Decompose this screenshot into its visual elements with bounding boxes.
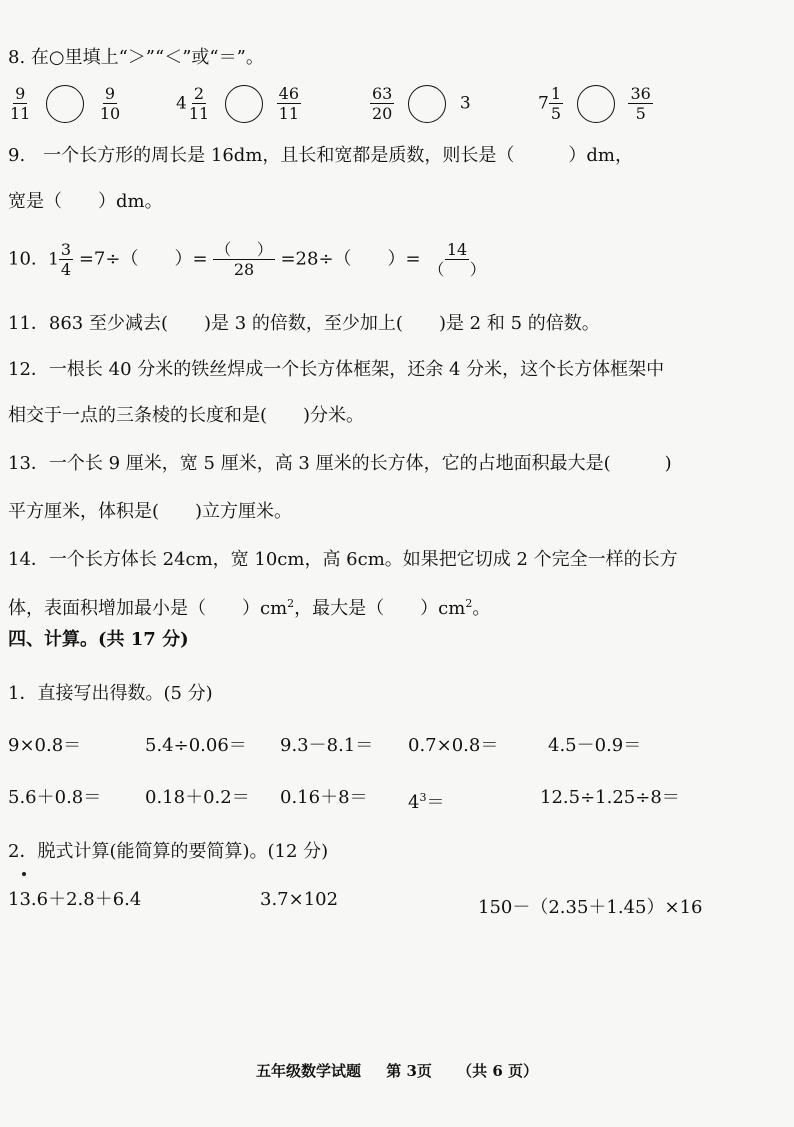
q8-title: 8. 在○里填上“＞”“＜”或“＝”。: [8, 47, 264, 68]
q8-item-4: 7 $\frac{1}{5}$ $\frac{36}{5}$: [538, 84, 651, 123]
fraction: $\frac{36}{5}$: [630, 84, 651, 123]
direct-item: 0.7×0.8＝: [408, 735, 499, 756]
fraction: $\frac{1}{5}$: [550, 84, 562, 123]
detached-title: 2．脱式计算(能简算的要简算)。(12 分): [8, 841, 329, 862]
q14-line-2: 体，表面积增加最小是（ ）$cm^2$，最大是（ ）$cm^2$。: [8, 597, 491, 619]
answer-circle[interactable]: [46, 85, 84, 123]
direct-item: 12.5÷1.25÷8＝: [540, 787, 680, 808]
detached-item: 150－（2.35＋1.45）×16: [478, 897, 703, 918]
fraction: $\frac{9}{11}$: [10, 84, 31, 123]
fraction: $\frac{46}{11}$: [278, 84, 300, 123]
direct-item-power: $4^3=$: [408, 791, 445, 813]
answer-circle[interactable]: [225, 85, 263, 123]
section-4-title: 四、计算。(共 17 分): [8, 629, 189, 650]
q9-line-2: 宽是（ ）dm。: [8, 191, 163, 212]
direct-title: 1．直接写出得数。(5 分): [8, 683, 213, 704]
fraction: $\frac{3}{4}$: [60, 240, 72, 279]
fraction: $\frac{63}{20}$: [372, 84, 393, 123]
direct-item: 5.6＋0.8＝: [8, 787, 102, 808]
detached-item: 3.7×102: [260, 889, 339, 910]
direct-item: 9.3－8.1＝: [280, 735, 374, 756]
direct-item: 9×0.8＝: [8, 735, 82, 756]
q9-line-1: 9. 一个长方形的周长是 16dm，且长和宽都是质数，则长是（ ）dm，: [8, 145, 633, 166]
fraction: $\frac{2}{11}$: [188, 84, 210, 123]
q8-item-2: 4 $\frac{2}{11}$ $\frac{46}{11}$: [176, 84, 300, 123]
direct-item: 0.18＋0.2＝: [145, 787, 250, 808]
q8-item-3: $\frac{63}{20}$ 3: [372, 84, 471, 123]
answer-circle[interactable]: [408, 85, 446, 123]
page-footer: [0, 1060, 794, 1081]
footer-page: 第 3页: [386, 1062, 432, 1080]
fraction: $\frac{9}{10}$: [99, 84, 121, 123]
ink-dot: [22, 872, 26, 876]
detached-item: 13.6＋2.8＋6.4: [8, 889, 142, 910]
fraction-blank: $\frac{14}{( )}$: [428, 240, 486, 279]
q12-line-2: 相交于一点的三条棱的长度和是( )分米。: [8, 405, 365, 426]
fraction-blank: $\frac{( )}{28}$: [215, 240, 273, 279]
answer-circle[interactable]: [577, 85, 615, 123]
direct-item: 4.5－0.9＝: [548, 735, 642, 756]
q13-line-2: 平方厘米，体积是( )立方厘米。: [8, 501, 293, 522]
q10: 10. 1 $\frac{3}{4}$ =7÷（ ）= $\frac{( )}{28}$ =28÷（ ）= $\frac{14}{( )}$: [8, 240, 486, 279]
q11: 11．863 至少减去( )是 3 的倍数，至少加上( )是 2 和 5 的倍数。: [8, 313, 600, 334]
q12-line-1: 12．一根长 40 分米的铁丝焊成一个长方体框架，还余 4 分米，这个长方体框架中: [8, 359, 665, 380]
footer-total: （共 6 页）: [457, 1062, 539, 1080]
q8-item-1: [8, 84, 122, 123]
q14-line-1: 14．一个长方体长 24cm，宽 10cm，高 6cm。如果把它切成 2 个完全一样的长方: [8, 549, 678, 570]
footer-subject: 五年级数学试题: [255, 1062, 361, 1080]
q13-line-1: 13．一个长 9 厘米，宽 5 厘米，高 3 厘米的长方体，它的占地面积最大是( ): [8, 453, 672, 474]
direct-item: 5.4÷0.06＝: [145, 735, 247, 756]
direct-item: 0.16＋8＝: [280, 787, 368, 808]
